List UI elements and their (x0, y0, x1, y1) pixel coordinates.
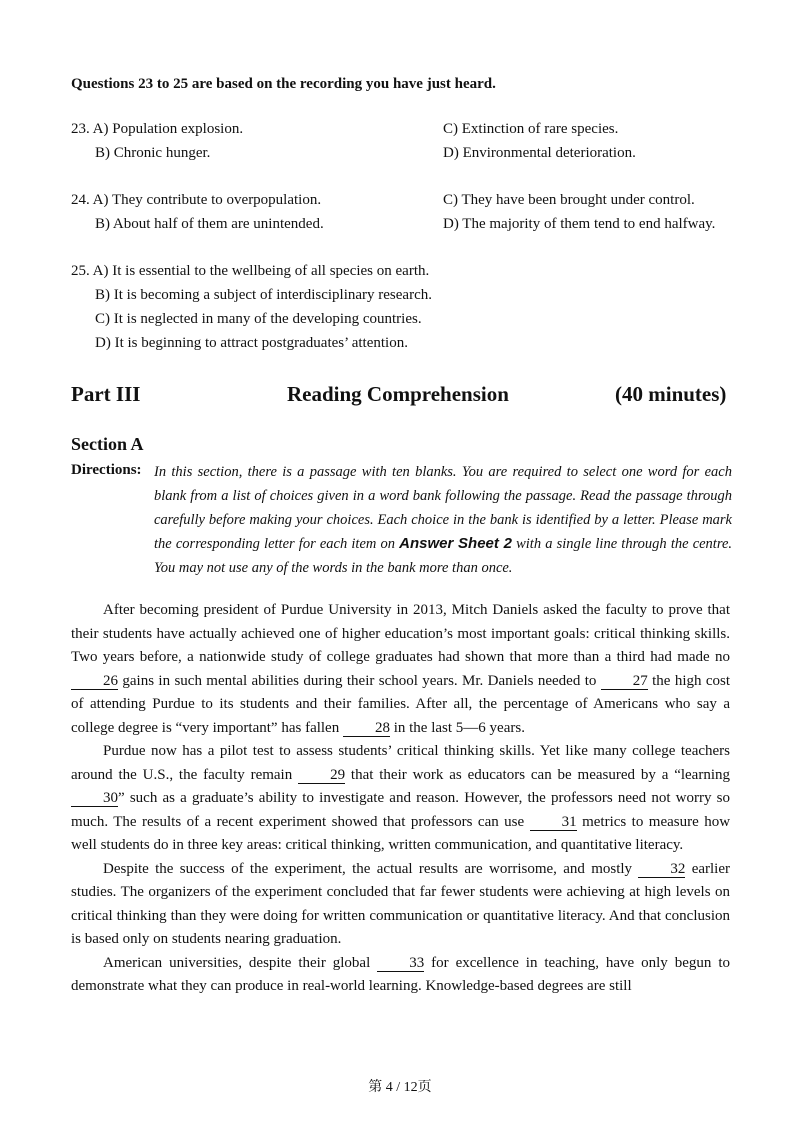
answer-sheet-ref: Answer Sheet 2 (399, 535, 512, 552)
questions-header: Questions 23 to 25 are based on the recording you have just heard. (71, 76, 496, 92)
q25-option-b: B) It is becoming a subject of interdisciplinary research. (95, 287, 432, 303)
q24-option-b: B) About half of them are unintended. (95, 216, 324, 232)
q23-option-a: 23. A) Population explosion. (71, 121, 244, 137)
part-title: Reading Comprehension (287, 382, 509, 406)
directions-label: Directions: (71, 462, 142, 478)
blank-27: 27 (601, 673, 648, 690)
p3-text-b: earlier studies. The organizers of the experiment concluded that far fewer students were achieving at high levels on critical thinking than they were doing for written communication or quantitative literacy. And that conclusion is based only on students nearing graduation. (71, 860, 731, 947)
p1-text-d: in the last 5—6 years. (393, 719, 525, 736)
blank-31: 31 (530, 814, 577, 831)
directions-text (154, 460, 732, 580)
p1-text-b: gains in such mental abilities during their school years. Mr. Daniels needed to (122, 672, 597, 689)
part-label: Part III (71, 382, 141, 406)
q23-option-b: B) Chronic hunger. (95, 145, 211, 161)
q24-option-a: 24. A) They contribute to overpopulation. (71, 192, 322, 208)
paragraph-4 (71, 952, 730, 999)
paragraph-2 (71, 740, 730, 858)
blank-33: 33 (377, 955, 424, 972)
blank-32: 32 (638, 861, 685, 878)
blank-26: 26 (71, 673, 118, 690)
q24-option-d: D) The majority of them tend to end halfway. (443, 216, 716, 232)
p1-text-a: After becoming president of Purdue University in 2013, Mitch Daniels asked the faculty to prove that their students have actually achieved one of higher education’s most important goals: critical thinking skills. Two years before, a nationwide study of college graduates had shown that more than a third had made no (71, 602, 730, 665)
q23-option-c: C) Extinction of rare species. (443, 121, 619, 137)
p1-text-c: the high cost of attending Purdue to its students and their families. After all, the percentage of Americans who say a college degree is “very important” has fallen (71, 672, 731, 736)
p2-text-a: Purdue now has a pilot test to assess students’ critical thinking skills. Yet like many college teachers around the U.S., the faculty remain (71, 743, 730, 783)
blank-30: 30 (71, 790, 118, 807)
blank-29: 29 (298, 767, 345, 784)
q23-option-d: D) Environmental deterioration. (443, 145, 636, 161)
q25-option-c: C) It is neglected in many of the developing countries. (95, 311, 422, 327)
q25-option-d: D) It is beginning to attract postgraduates’ attention. (95, 335, 408, 351)
section-title: Section A (71, 434, 144, 454)
directions-part-2: with a single line through the centre. You may not use any of the words in the bank more than once. (154, 536, 733, 576)
blank-28: 28 (343, 720, 390, 737)
q25-option-a: 25. A) It is essential to the wellbeing of all species on earth. (71, 263, 430, 279)
p3-text-a: Despite the success of the experiment, the actual results are worrisome, and mostly (103, 860, 633, 877)
p4-text-a: American universities, despite their global (103, 954, 371, 971)
p2-text-c: ” such as a graduate’s ability to investigate and reason. However, the professors need not worry so much. The results of a recent experiment showed that professors can use (71, 790, 730, 830)
reading-passage (71, 599, 730, 999)
paragraph-1 (71, 599, 730, 740)
p2-text-b: that their work as educators can be measured by a “learning (350, 766, 731, 783)
directions-part-1: In this section, there is a passage with ten blanks. You are required to select one word for each blank from a list of choices given in a word bank following the passage. Read the passage through carefully before making your choices. Each choice in the bank is identified by a letter. Please mark the corresponding letter for each item on (154, 464, 732, 552)
paragraph-3 (71, 858, 730, 952)
p2-text-d: metrics to measure how well students do in three key areas: critical thinking, written communication, and quantitative literacy. (71, 813, 731, 853)
q24-option-c: C) They have been brought under control. (443, 192, 695, 208)
part-time: (40 minutes) (615, 382, 727, 406)
p4-text-b: for excellence in teaching, have only begun to demonstrate what they can produce in real-world learning. Knowledge-based degrees are still (71, 954, 730, 994)
page-number: 第 4 / 12页 (368, 1080, 432, 1095)
